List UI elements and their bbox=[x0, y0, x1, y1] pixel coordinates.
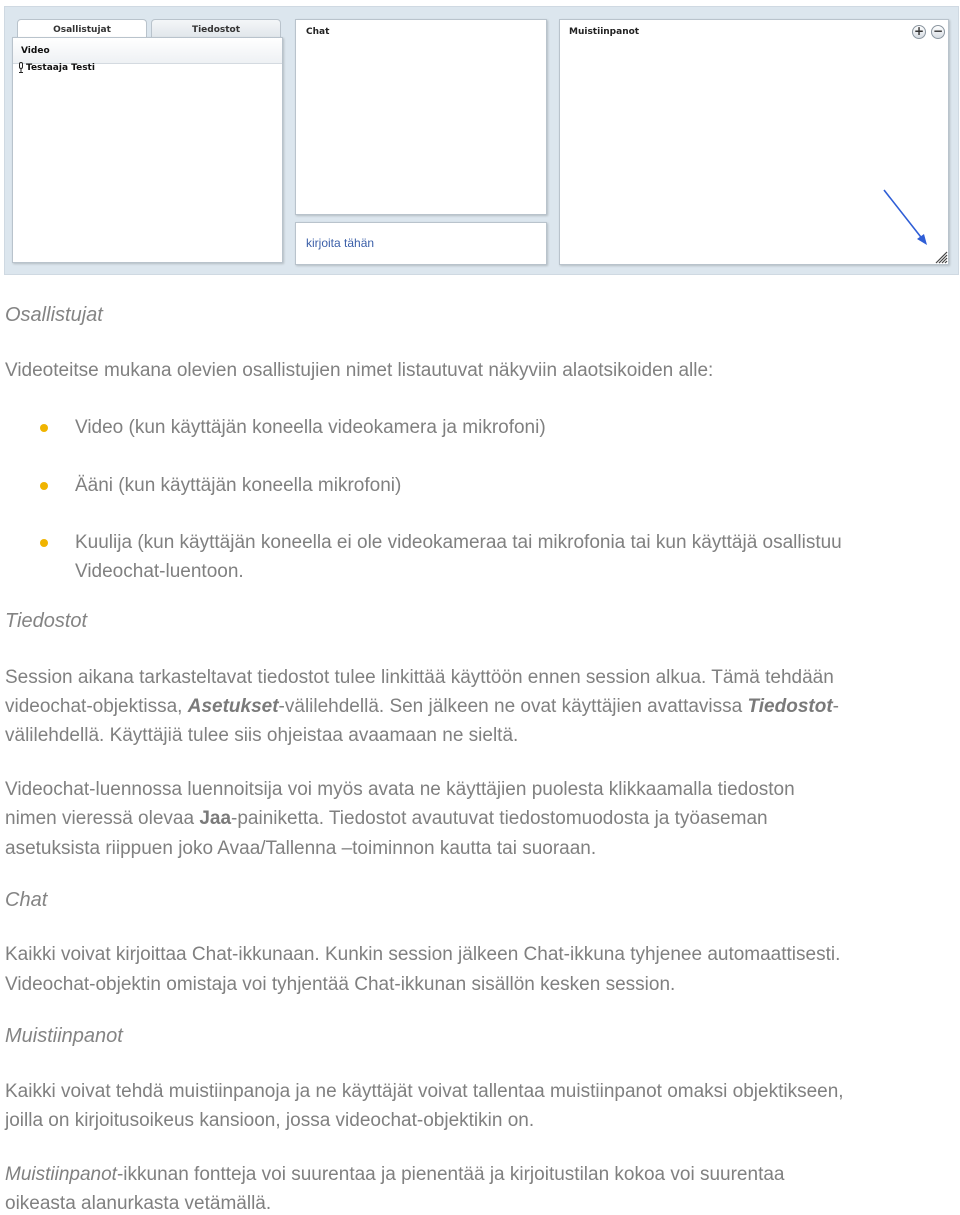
tab-osallistujat[interactable]: Osallistujat bbox=[17, 19, 147, 42]
tab-tiedostot[interactable]: Tiedostot bbox=[151, 19, 281, 41]
bullet-item-kuulija: Kuulija (kun käyttäjän koneella ei ole videokameraa tai mikrofonia tai kun käyttäjä osallistuu bbox=[75, 532, 842, 553]
participants-header bbox=[13, 38, 282, 64]
participant-name: Testaaja Testi bbox=[26, 62, 95, 73]
text-jaa: Jaa bbox=[199, 808, 232, 829]
category-video-label: Video bbox=[21, 46, 50, 56]
heading-tiedostot: Tiedostot bbox=[5, 610, 88, 632]
participants-panel bbox=[12, 37, 283, 263]
bullet-dot bbox=[40, 424, 48, 432]
paragraph-luento-line2 bbox=[5, 804, 955, 833]
bullet-item-video: Video (kun käyttäjän koneella videokamera ja mikrofoni) bbox=[75, 417, 546, 438]
videochat-screenshot bbox=[4, 6, 959, 275]
arrow-icon bbox=[880, 186, 932, 248]
notes-title: Muistiinpanot bbox=[569, 27, 640, 37]
paragraph-muistiinpanot-line3 bbox=[5, 1160, 955, 1189]
bullet-item-kuulija-cont: Videochat-luentoon. bbox=[75, 561, 244, 582]
notes-panel[interactable] bbox=[559, 19, 949, 265]
chat-title: Chat bbox=[306, 27, 330, 37]
paragraph-muistiinpanot-line4: oikeasta alanurkasta vetämällä. bbox=[5, 1193, 272, 1214]
chat-input-box[interactable] bbox=[295, 222, 547, 265]
heading-muistiinpanot: Muistiinpanot bbox=[5, 1025, 123, 1047]
text-run: - bbox=[832, 696, 839, 717]
font-decrease-button[interactable]: − bbox=[932, 24, 944, 38]
bullet-dot bbox=[40, 482, 48, 490]
paragraph-muistiinpanot-line2: joilla on kirjoitusoikeus kansioon, jossa videochat-objektikin on. bbox=[5, 1110, 535, 1131]
heading-osallistujat: Osallistujat bbox=[5, 304, 103, 326]
text-muistiinpanot: Muistiinpanot bbox=[5, 1164, 117, 1185]
text-tiedostot: Tiedostot bbox=[747, 696, 833, 717]
chat-panel bbox=[295, 19, 547, 215]
paragraph-tiedostot-line3: välilehdellä. Käyttäjiä tulee siis ohjeistaa avaamaan ne sieltä. bbox=[5, 725, 519, 746]
paragraph-tiedostot-line2 bbox=[5, 692, 955, 721]
text-asetukset: Asetukset bbox=[187, 696, 279, 717]
text-run: -ikkunan fontteja voi suurentaa ja pienentää ja kirjoitustilan kokoa voi suurentaa bbox=[116, 1164, 785, 1185]
resize-grip-icon[interactable] bbox=[934, 250, 948, 264]
paragraph-osallistujat: Videoteitse mukana olevien osallistujien nimet listautuvat näkyviin alaotsikoiden alle: bbox=[5, 360, 714, 381]
paragraph-chat-line1: Kaikki voivat kirjoittaa Chat-ikkunaan. Kunkin session jälkeen Chat-ikkuna tyhjenee automaattisesti. bbox=[5, 944, 841, 965]
bullet-item-aani: Ääni (kun käyttäjän koneella mikrofoni) bbox=[75, 475, 402, 496]
paragraph-muistiinpanot-line1: Kaikki voivat tehdä muistiinpanoja ja ne käyttäjät voivat tallentaa muistiinpanot omaksi objektikseen, bbox=[5, 1081, 844, 1102]
paragraph-luento-line3: asetuksista riippuen joko Avaa/Tallenna –toiminnon kautta tai suoraan. bbox=[5, 838, 597, 859]
participant-item[interactable] bbox=[18, 62, 95, 73]
text-run: videochat-objektissa, bbox=[5, 696, 188, 717]
chat-input-placeholder[interactable]: kirjoita tähän bbox=[306, 236, 375, 250]
paragraph-tiedostot-line1: Session aikana tarkasteltavat tiedostot tulee linkittää käyttöön ennen session alkua. Tämä tehdään bbox=[5, 667, 834, 688]
bullet-dot bbox=[40, 539, 48, 547]
text-run: nimen vieressä olevaa bbox=[5, 808, 200, 829]
text-run: -painiketta. Tiedostot avautuvat tiedostomuodosta ja työaseman bbox=[231, 808, 768, 829]
font-increase-button[interactable]: + bbox=[913, 24, 925, 38]
heading-chat: Chat bbox=[5, 889, 48, 911]
paragraph-chat-line2: Videochat-objektin omistaja voi tyhjentää Chat-ikkunan sisällön kesken session. bbox=[5, 974, 676, 995]
microphone-icon bbox=[18, 62, 24, 73]
text-run: -välilehdellä. Sen jälkeen ne ovat käyttäjien avattavissa bbox=[278, 696, 748, 717]
paragraph-luento-line1: Videochat-luennossa luennoitsija voi myös avata ne käyttäjien puolesta klikkaamalla tiedoston bbox=[5, 779, 795, 800]
